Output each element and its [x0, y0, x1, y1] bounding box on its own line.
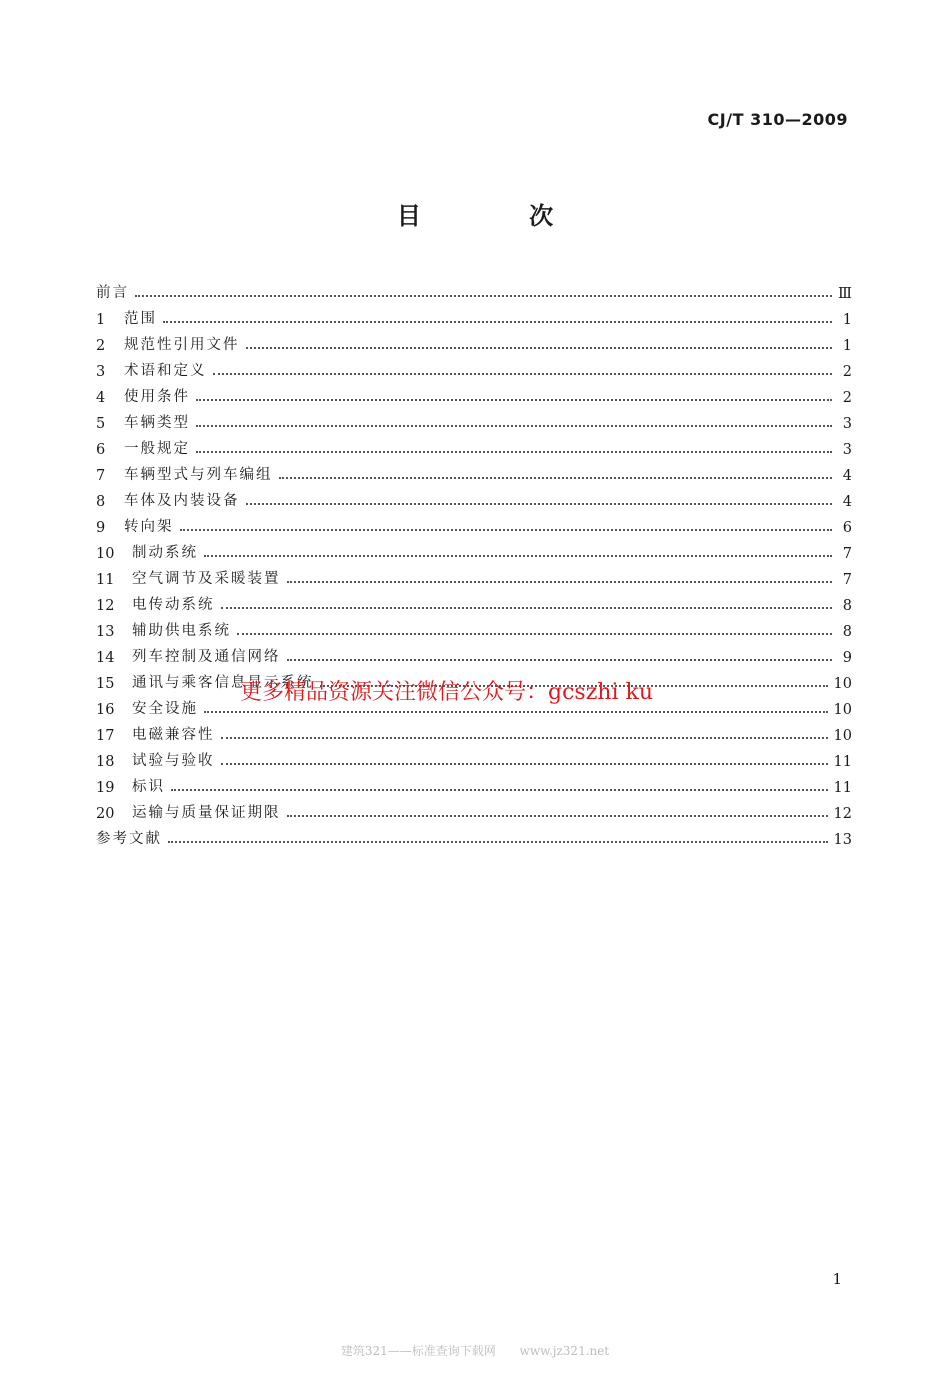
toc-entry-number: 13: [96, 624, 115, 640]
toc-entry-page: 7: [842, 546, 852, 562]
toc-entry-page: 10: [833, 728, 852, 744]
toc-entry[interactable]: [96, 510, 852, 536]
toc-entry-number: 1: [96, 312, 106, 328]
toc-entry-page: 1: [842, 312, 852, 328]
toc-dot-leader: [246, 347, 833, 349]
toc-entry-label: 标识: [132, 779, 165, 795]
toc-entry[interactable]: [96, 432, 852, 458]
toc-entry-label: 使用条件: [124, 389, 190, 405]
toc-entry-page: 8: [842, 598, 852, 614]
toc-entry-number: 19: [96, 780, 115, 796]
toc-entry-label: 规范性引用文件: [124, 337, 240, 353]
toc-entry-number: 10: [96, 546, 115, 562]
toc-entry-number: 17: [96, 728, 115, 744]
toc-dot-leader: [135, 295, 832, 297]
toc-entry-page: 4: [842, 468, 852, 484]
toc-entry-number: 14: [96, 650, 115, 666]
toc-entry-number: 9: [96, 520, 106, 536]
toc-dot-leader: [279, 477, 833, 479]
toc-entry-page: 7: [842, 572, 852, 588]
toc-entry-label: 范围: [124, 311, 157, 327]
toc-dot-leader: [204, 555, 832, 557]
toc-entry-label: 一般规定: [124, 441, 190, 457]
toc-dot-leader: [171, 789, 828, 791]
toc-entry-number: 4: [96, 390, 106, 406]
toc-dot-leader: [246, 503, 833, 505]
toc-dot-leader: [221, 737, 828, 739]
toc-entry[interactable]: [96, 614, 852, 640]
toc-entry[interactable]: [96, 484, 852, 510]
toc-entry-label: 车体及内装设备: [124, 493, 240, 509]
toc-entry[interactable]: [96, 354, 852, 380]
toc-entry-label: 列车控制及通信网络: [132, 649, 281, 665]
toc-entry-label: 车辆型式与列车编组: [124, 467, 273, 483]
toc-entry[interactable]: [96, 744, 852, 770]
toc-entry-number: 12: [96, 598, 115, 614]
footer-watermark: [0, 1342, 950, 1359]
toc-entry-number: 6: [96, 442, 106, 458]
toc-entry-number: 20: [96, 806, 115, 822]
toc-entry-number: 8: [96, 494, 106, 510]
toc-entry[interactable]: [96, 328, 852, 354]
toc-entry-number: 3: [96, 364, 106, 380]
toc-entry[interactable]: [96, 718, 852, 744]
toc-entry-label: 参考文献: [96, 831, 162, 847]
toc-entry-label: 前言: [96, 285, 129, 301]
toc-entry[interactable]: [96, 406, 852, 432]
toc-entry-page: 2: [842, 390, 852, 406]
toc-entry[interactable]: [96, 796, 852, 822]
toc-entry-label: 电传动系统: [132, 597, 215, 613]
toc-entry-label: 辅助供电系统: [132, 623, 231, 639]
watermark-text: 更多精品资源关注微信公众号：gcszhi ku: [240, 680, 653, 705]
toc-entry-number: 2: [96, 338, 106, 354]
toc-dot-leader: [213, 373, 833, 375]
footer-site-url: www.jz321.net: [519, 1344, 610, 1358]
toc-entry-label: 制动系统: [132, 545, 198, 561]
toc-entry-label: 安全设施: [132, 701, 198, 717]
toc-entry[interactable]: [96, 822, 852, 848]
toc-entry-page: 6: [842, 520, 852, 536]
toc-entry-page: 11: [833, 780, 852, 796]
toc-entry-page: 1: [842, 338, 852, 354]
toc-dot-leader: [221, 607, 833, 609]
toc-entry[interactable]: [96, 380, 852, 406]
footer-site-text: 建筑321——标准查询下载网: [340, 1344, 496, 1358]
toc-entry-number: 16: [96, 702, 115, 718]
toc-entry-page: 10: [833, 676, 852, 692]
toc-entry-page: Ⅲ: [838, 286, 852, 302]
toc-entry-page: 10: [833, 702, 852, 718]
toc-entry[interactable]: [96, 770, 852, 796]
toc-entry-label: 试验与验收: [132, 753, 215, 769]
toc-entry-page: 3: [842, 416, 852, 432]
toc-dot-leader: [221, 763, 828, 765]
toc-entry-label: 转向架: [124, 519, 174, 535]
toc-entry[interactable]: [96, 458, 852, 484]
toc-entry-number: 5: [96, 416, 106, 432]
toc-entry-label: 电磁兼容性: [132, 727, 215, 743]
toc-dot-leader: [196, 399, 832, 401]
toc-entry-label: 术语和定义: [124, 363, 207, 379]
standard-code: CJ/T 310—2009: [707, 110, 848, 129]
toc-entry-number: 15: [96, 676, 115, 692]
toc-dot-leader: [204, 711, 828, 713]
toc-entry[interactable]: [96, 562, 852, 588]
toc-entry-label: 空气调节及采暖装置: [132, 571, 281, 587]
toc-entry[interactable]: [96, 588, 852, 614]
toc-dot-leader: [287, 815, 828, 817]
toc-entry-page: 4: [842, 494, 852, 510]
toc-entry[interactable]: [96, 276, 852, 302]
toc-dot-leader: [180, 529, 833, 531]
toc-entry-page: 8: [842, 624, 852, 640]
toc-dot-leader: [168, 841, 828, 843]
toc-dot-leader: [287, 581, 833, 583]
toc-entry-page: 2: [842, 364, 852, 380]
toc-entry-page: 13: [833, 832, 852, 848]
toc-entry[interactable]: [96, 302, 852, 328]
toc-dot-leader: [237, 633, 832, 635]
toc-entry-number: 7: [96, 468, 106, 484]
toc-entry-number: 11: [96, 572, 115, 588]
toc-entry-page: 11: [833, 754, 852, 770]
toc-dot-leader: [163, 321, 832, 323]
toc-entry-label: 运输与质量保证期限: [132, 805, 281, 821]
toc-title: 目 次: [396, 202, 604, 230]
toc-entry-page: 9: [842, 650, 852, 666]
toc-dot-leader: [196, 451, 832, 453]
toc-entry[interactable]: [96, 536, 852, 562]
toc-entry-number: 18: [96, 754, 115, 770]
toc-entry-page: 3: [842, 442, 852, 458]
page-number: 1: [832, 1270, 842, 1288]
toc-entry-label: 车辆类型: [124, 415, 190, 431]
toc-entry[interactable]: [96, 640, 852, 666]
toc-entry-label: 通讯与乘客信息显示系统: [132, 675, 314, 691]
toc-dot-leader: [196, 425, 832, 427]
toc-list: [96, 276, 852, 848]
toc-dot-leader: [287, 659, 833, 661]
toc-entry-page: 12: [833, 806, 852, 822]
